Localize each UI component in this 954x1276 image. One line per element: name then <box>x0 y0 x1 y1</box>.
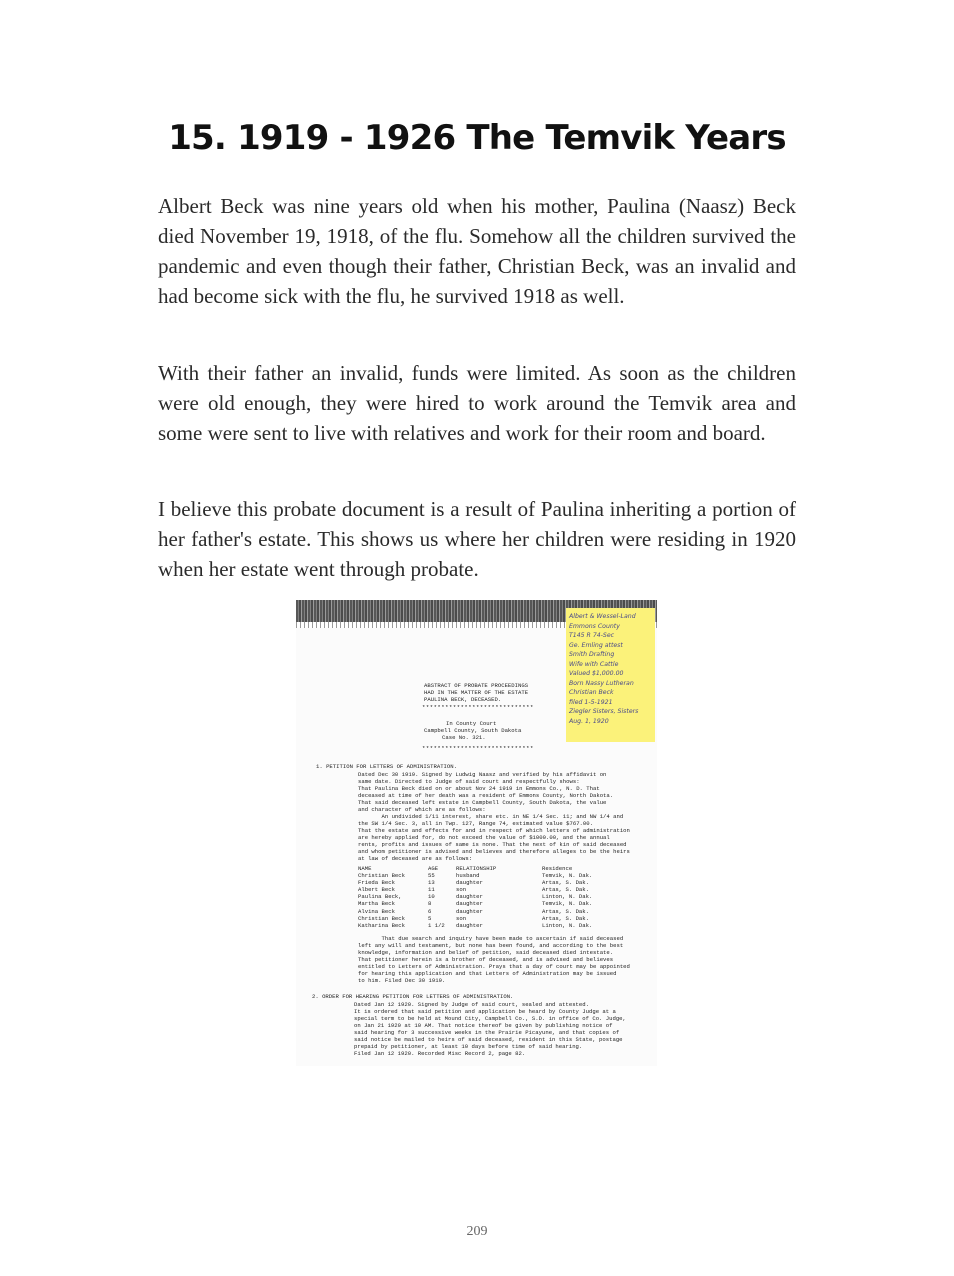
paragraph-3: I believe this probate document is a result of Paulina inheriting a portion of her father's estate. This shows us where her children were residing in 1920 when her estate went through probate. <box>158 497 796 581</box>
doc-court-line: Campbell County, South Dakota <box>424 727 522 734</box>
section-2-heading: 2. ORDER FOR HEARING PETITION FOR LETTERS OF ADMINISTRATION. <box>312 993 514 1000</box>
section-1-line: rents, profits and issues of same is none. That the next of kin of said deceased <box>358 841 627 848</box>
heir-residence: Linton, N. Dak. <box>542 921 593 929</box>
doc-court-line: In County Court <box>446 720 497 727</box>
heir-relationship: daughter <box>456 893 483 901</box>
col-age-header: AGE <box>428 865 439 872</box>
table-row <box>358 900 648 907</box>
heir-relationship: son <box>456 886 467 894</box>
section-1-heading: 1. PETITION FOR LETTERS OF ADMINISTRATION. <box>316 763 457 770</box>
heir-name: Albert Beck <box>358 886 395 894</box>
heir-relationship: son <box>456 914 467 922</box>
section-2-line: It is ordered that said petition and application be heard by County Judge at a <box>354 1008 616 1015</box>
table-row <box>358 872 648 879</box>
page-number: 209 <box>466 1224 488 1239</box>
section-1-line: An undivided 1/11 interest, share etc. in NE 1/4 Sec. 11; and NW 1/4 and <box>358 813 624 820</box>
section-1-line: and whom petitioner is advised and believes and therefore alleges to be the heirs <box>358 848 630 855</box>
heir-residence: Temvik, N. Dak. <box>542 872 593 880</box>
doc-header-line: PAULINA BECK, DECEASED. <box>424 696 502 703</box>
section-1-tail-line: to him. Filed Dec 30 1919. <box>358 977 446 984</box>
section-1-line: and character of which are as follows: <box>358 806 486 813</box>
sticky-line: Valued $1,000.00 <box>569 670 624 677</box>
section-1-line: the SW 1/4 Sec. 3, all in Twp. 127, Range 74, estimated value $767.00. <box>358 820 593 827</box>
section-2-line: prepaid by petitioner, at least 10 days before time of said hearing. <box>354 1043 583 1050</box>
sticky-line: Wife with Cattle <box>569 660 619 668</box>
heir-relationship: daughter <box>456 921 483 929</box>
section-1-tail-line: knowledge, information and belief of petition, said deceased died intestate. <box>358 949 614 956</box>
heir-name: Christian Beck <box>358 872 405 880</box>
section-2-line: Filed Jan 12 1920. Recorded Misc Record 2, page 82. <box>354 1050 526 1057</box>
section-1-line: That said deceased left estate in Campbell County, South Dakota, the value <box>358 799 607 806</box>
heir-residence: Artas, S. Dak. <box>542 886 589 894</box>
section-1-line: are hereby applied for, do not exceed the value of $1000.00, and the annual <box>358 834 610 841</box>
sticky-note <box>566 608 655 742</box>
sticky-line: Aug. 1, 1920 <box>569 717 609 725</box>
section-1-line: at law of deceased are as follows: <box>358 855 473 862</box>
probate-document-image <box>296 600 657 1066</box>
table-row <box>358 908 648 915</box>
section-2-line: on Jan 21 1920 at 10 AM. That notice thereof be given by publishing notice of <box>354 1022 613 1029</box>
heir-age: 6 <box>428 907 432 915</box>
section-2-line: said hearing for 3 successive weeks in the Prairie Picayune, and that copies of <box>354 1029 620 1036</box>
table-row <box>358 886 648 893</box>
doc-court-line: Case No. 321. <box>442 734 486 741</box>
section-1-tail-line: That petitioner herein is a brother of deceased, and is advised and believes <box>358 956 614 963</box>
doc-divider: ***************************** <box>422 704 534 711</box>
section-1-line: deceased at time of her death was a resident of Emmons County, North Dakota. <box>358 792 614 799</box>
sticky-line: T145 R 74-Sec <box>569 632 615 639</box>
page-title: 15. 1919 - 1926 The Temvik Years <box>168 118 786 158</box>
heir-name: Paulina Beck, <box>358 893 402 901</box>
heir-residence: Artas, S. Dak. <box>542 914 589 922</box>
col-name-header: NAME <box>358 865 372 872</box>
heirs-table-header <box>358 865 648 872</box>
col-relationship-header: RELATIONSHIP <box>456 865 497 872</box>
heir-age: 11 <box>428 886 435 894</box>
sticky-line: Born Nassy Lutheran <box>569 679 634 687</box>
table-row <box>358 915 648 922</box>
table-row <box>358 879 648 886</box>
heir-age: 55 <box>428 872 435 880</box>
heir-name: Christian Beck <box>358 914 405 922</box>
sticky-line: Ziegler Sisters, Sisters <box>569 708 639 715</box>
heir-relationship: daughter <box>456 879 483 887</box>
section-2-line: Dated Jan 12 1920. Signed by Judge of said court, sealed and attested. <box>354 1001 589 1008</box>
heir-relationship: husband <box>456 872 480 880</box>
heirs-table <box>358 865 648 929</box>
section-1-line: That Paulina Beck died on or about Nov 24 1919 in Emmons Co., N. D. That <box>358 785 600 792</box>
heir-age: 5 <box>428 914 432 922</box>
sticky-line: Christian Beck <box>569 689 614 696</box>
section-1-tail-line: That due search and inquiry have been made to ascertain if said deceased <box>358 935 624 942</box>
sticky-line: Ge. Emling attest <box>569 641 623 649</box>
heir-relationship: daughter <box>456 907 483 915</box>
heir-residence: Linton, N. Dak. <box>542 893 593 901</box>
table-row <box>358 922 648 929</box>
doc-header-line: ABSTRACT OF PROBATE PROCEEDINGS <box>424 682 529 689</box>
section-1-line: That the estate and effects for and in respect of which letters of administration <box>358 827 630 834</box>
section-2-line: said notice be mailed to heirs of said deceased, resident in this State, postage <box>354 1036 623 1043</box>
table-row <box>358 893 648 900</box>
heir-name: Alvina Beck <box>358 907 395 915</box>
section-1-line: Dated Dec 30 1919. Signed by Ludwig Naasz and verified by his affidavit on <box>358 771 607 778</box>
heir-residence: Artas, S. Dak. <box>542 907 589 915</box>
doc-header-line: HAD IN THE MATTER OF THE ESTATE <box>424 689 529 696</box>
heir-age: 13 <box>428 879 435 887</box>
heir-age: 10 <box>428 893 435 901</box>
heir-name: Martha Beck <box>358 900 395 908</box>
heir-residence: Temvik, N. Dak. <box>542 900 593 908</box>
section-1-tail-line: left any will and testament, but none has been found, and according to the best <box>358 942 624 949</box>
paragraph-2: With their father an invalid, funds were limited. As soon as the children were old enough, they were hired to work around the Temvik area and some were sent to live with relatives and work for their room and board. <box>158 361 796 445</box>
heir-residence: Artas, S. Dak. <box>542 879 589 887</box>
heir-relationship: daughter <box>456 900 483 908</box>
doc-divider: ***************************** <box>422 745 534 752</box>
heir-name: Katharina Beck <box>358 921 405 929</box>
sticky-line: Emmons County <box>569 622 620 630</box>
sticky-line: filed 1-5-1921 <box>569 698 613 706</box>
sticky-line: Smith Drafting <box>569 651 615 658</box>
paragraph-1: Albert Beck was nine years old when his mother, Paulina (Naasz) Beck died November 19, 1918, of the flu. Somehow all the children survived the pandemic and even though their father, Christian Beck, was an invalid and had become sick with the flu, he survived 1918 as well. <box>158 194 796 308</box>
heir-name: Frieda Beck <box>358 879 395 887</box>
section-1-tail-line: for hearing this application and that Letters of Administration may be issued <box>358 970 617 977</box>
section-1-tail-line: entitled to Letters of Administration. Prays that a day of court may be appointed <box>358 963 630 970</box>
heir-age: 8 <box>428 900 432 908</box>
heir-age: 1 1/2 <box>428 921 445 929</box>
section-1-line: same date. Directed to Judge of said court and respectfully shows: <box>358 778 580 785</box>
sticky-line: Albert & Wessel-Land <box>569 613 636 620</box>
section-2-line: special term to be held at Mound City, Campbell Co., S.D. in office of Co. Judge, <box>354 1015 626 1022</box>
col-residence-header: Residence <box>542 865 573 872</box>
